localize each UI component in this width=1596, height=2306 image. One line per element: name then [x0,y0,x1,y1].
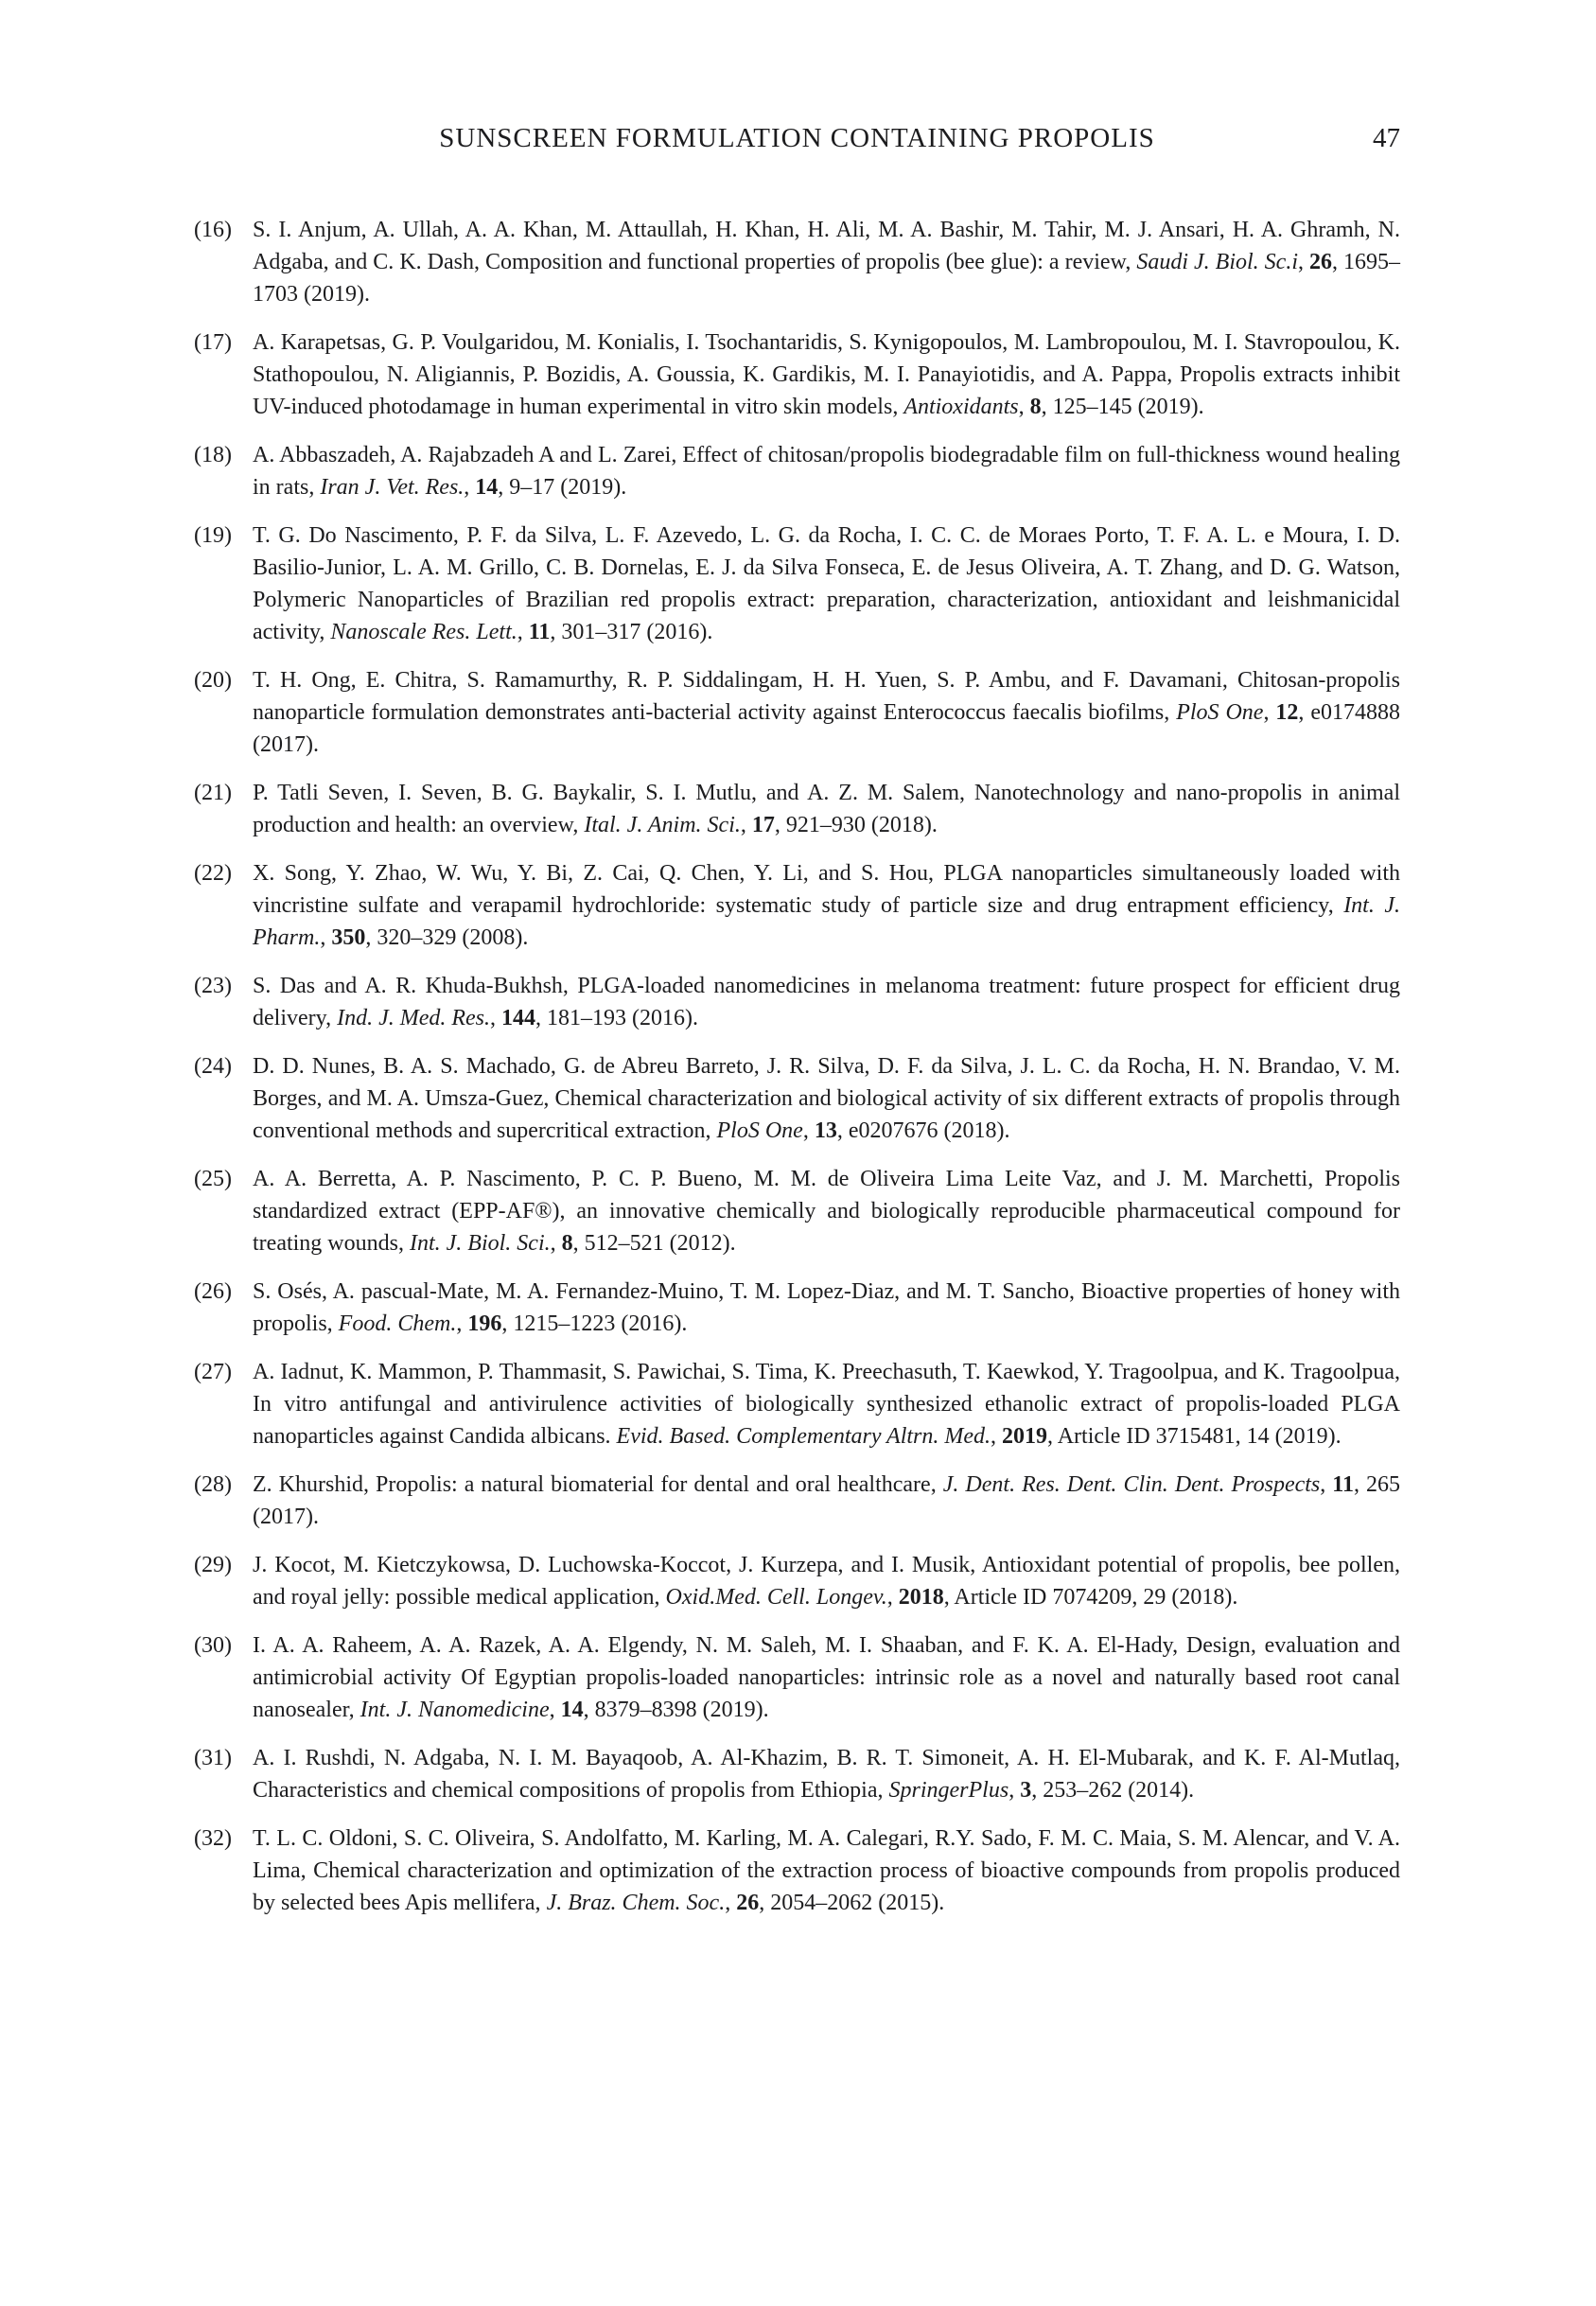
reference-item [194,1469,1400,1533]
reference-item [194,777,1400,841]
reference-item [194,1629,1400,1726]
reference-segment: Food. Chem. [338,1311,457,1336]
reference-item [194,857,1400,954]
reference-segment: , [549,1698,561,1722]
reference-segment: Ital. J. Anim. Sci. [584,813,741,837]
reference-segment: , 9–17 (2019). [498,475,627,500]
reference-item [194,970,1400,1034]
reference-text [253,1629,1400,1726]
reference-segment: 8 [1029,395,1042,419]
reference-segment: S. Osés, A. pascual-Mate, M. A. Fernandez-Muino, T. M. Lopez-Diaz, and M. T. Sancho, Bioactive properties of honey with propolis, [253,1279,1400,1336]
reference-segment: , [490,1006,502,1030]
reference-number: (21) [194,781,232,805]
reference-segment: , [550,1231,562,1256]
reference-segment: I. A. A. Raheem, A. A. Razek, A. A. Elgendy, N. M. Saleh, M. I. Shaaban, and F. K. A. El-Hady, Design, evaluation and antimicrobial activity Of Egyptian propolis-loaded nanoparticles: intrinsic role as a novel and naturally based root canal nanosealer, [253,1633,1400,1722]
reference-segment: , [1263,700,1276,725]
reference-segment: T. G. Do Nascimento, P. F. da Silva, L. F. Azevedo, L. G. da Rocha, I. C. C. de Moraes Porto, T. F. A. L. e Moura, I. D. Basilio-Junior, L. A. M. Grillo, C. B. Dornelas, E. J. da Silva Fonseca, E. de Jesus Oliveira, A. T. Zhang, and D. G. Watson, Polymeric Nanoparticles of Brazilian red propolis extract: preparation, characterization, antioxidant and leishmanicidal activity, [253,523,1400,644]
reference-item [194,1276,1400,1340]
reference-segment: 11 [1332,1472,1354,1497]
reference-number: (25) [194,1167,232,1191]
reference-number: (24) [194,1054,232,1079]
page-header [194,121,1400,155]
reference-number: (29) [194,1553,232,1577]
reference-text [253,1163,1400,1259]
reference-segment: , [1008,1778,1021,1803]
reference-number: (32) [194,1826,232,1851]
reference-item [194,214,1400,310]
reference-segment: Saudi J. Biol. Sc.i [1136,250,1298,274]
reference-segment: 11 [528,620,551,644]
reference-item [194,1549,1400,1613]
reference-segment: Int. J. Biol. Sci. [409,1231,551,1256]
reference-segment: , 181–193 (2016). [535,1006,699,1030]
reference-text [253,1469,1400,1533]
reference-segment: T. L. C. Oldoni, S. C. Oliveira, S. Andolfatto, M. Karling, M. A. Calegari, R.Y. Sado, F. M. C. Maia, S. M. Alencar, and V. A. Lima, Chemical characterization and optimization of the extraction process of bioactive compounds from propolis produced by selected bees Apis mellifera, [253,1826,1400,1915]
reference-segment: , 320–329 (2008). [365,925,529,950]
reference-segment: , 512–521 (2012). [572,1231,736,1256]
reference-segment: SpringerPlus [888,1778,1009,1803]
reference-segment: A. A. Berretta, A. P. Nascimento, P. C. P. Bueno, M. M. de Oliveira Lima Leite Vaz, and J. M. Marchetti, Propolis standardized extract (EPP-AF®), an innovative chemically and biologically reproducible pharmaceutical compound for treating wounds, [253,1167,1400,1256]
reference-segment: 14 [475,475,499,500]
reference-segment: , 921–930 (2018). [774,813,938,837]
reference-segment: , [1018,395,1030,419]
reference-segment: A. Abbaszadeh, A. Rajabzadeh A and L. Zarei, Effect of chitosan/propolis biodegradable film on full-thickness wound healing in rats, [253,443,1400,500]
reference-text [253,664,1400,761]
reference-segment: PloS One [716,1118,803,1143]
reference-segment: A. I. Rushdi, N. Adgaba, N. I. M. Bayaqoob, A. Al-Khazim, B. R. T. Simoneit, A. H. El-Mubarak, and K. F. Al-Mutlaq, Characteristics and chemical compositions of propolis from Ethiopia, [253,1746,1400,1803]
reference-text [253,326,1400,423]
reference-number: (30) [194,1633,232,1658]
reference-segment: , [740,813,752,837]
reference-segment: 196 [467,1311,502,1336]
reference-segment: J. Kocot, M. Kietczykowsa, D. Luchowska-Koccot, J. Kurzepa, and I. Musik, Antioxidant potential of propolis, bee pollen, and royal jelly: possible medical application, [253,1553,1400,1610]
reference-segment: , [802,1118,815,1143]
reference-segment: PloS One [1176,700,1264,725]
reference-number: (20) [194,668,232,693]
reference-segment: Iran J. Vet. Res. [320,475,465,500]
reference-item [194,1050,1400,1147]
reference-segment: 26 [736,1891,760,1915]
reference-item [194,519,1400,648]
reference-item [194,1163,1400,1259]
reference-segment: , Article ID 7074209, 29 (2018). [943,1585,1238,1610]
reference-segment: S. Das and A. R. Khuda-Bukhsh, PLGA-loaded nanomedicines in melanoma treatment: future prospect for efficient drug delivery, [253,974,1400,1030]
reference-segment: Z. Khurshid, Propolis: a natural biomaterial for dental and oral healthcare, [253,1472,943,1497]
reference-number: (26) [194,1279,232,1304]
reference-segment: , [464,475,476,500]
reference-text [253,439,1400,503]
reference-segment: 8 [561,1231,573,1256]
reference-segment: 17 [751,813,775,837]
reference-segment: X. Song, Y. Zhao, W. Wu, Y. Bi, Z. Cai, Q. Chen, Y. Li, and S. Hou, PLGA nanoparticles simultaneously loaded with vincristine sulfate and verapamil hydrochloride: systematic study of particle size and drug entrapment efficiency, [253,861,1400,918]
reference-text [253,1549,1400,1613]
reference-segment: , 265 (2017). [253,1472,1401,1529]
reference-text [253,970,1400,1034]
reference-text [253,1050,1400,1147]
reference-segment: Oxid.Med. Cell. Longev. [665,1585,887,1610]
reference-segment: , 2054–2062 (2015). [759,1891,945,1915]
reference-text [253,857,1400,954]
reference-segment: , [725,1891,737,1915]
reference-segment: T. H. Ong, E. Chitra, S. Ramamurthy, R. P. Siddalingam, H. H. Yuen, S. P. Ambu, and F. Davamani, Chitosan-propolis nanoparticle formulation demonstrates anti-bacterial activity against Enterococcus faecalis biofilms, [253,668,1400,725]
reference-segment: A. Karapetsas, G. P. Voulgaridou, M. Konialis, I. Tsochantaridis, S. Kynigopoulos, M. Lambropoulou, M. I. Stavropoulou, K. Stathopoulou, N. Aligiannis, P. Bozidis, A. Goussia, K. Gardikis, M. I. Panayiotidis, and A. Pappa, Propolis extracts inhibit UV-induced photodamage in human experimental in vitro skin models, [253,330,1400,419]
reference-item [194,439,1400,503]
reference-segment: Int. J. Nanomedicine [360,1698,550,1722]
reference-segment: , [517,620,529,644]
reference-segment: S. I. Anjum, A. Ullah, A. A. Khan, M. Attaullah, H. Khan, H. Ali, M. A. Bashir, M. Tahir, M. J. Ansari, H. A. Ghramh, N. Adgaba, and C. K. Dash, Composition and functional properties of propolis (bee glue): a review, [253,218,1400,274]
reference-segment: , [886,1585,899,1610]
reference-segment: , 1215–1223 (2016). [501,1311,688,1336]
reference-segment: 2019 [1002,1424,1048,1449]
reference-segment: , 301–317 (2016). [550,620,713,644]
reference-number: (19) [194,523,232,548]
reference-number: (22) [194,861,232,886]
reference-segment: 26 [1309,250,1333,274]
reference-number: (28) [194,1472,232,1497]
reference-item [194,326,1400,423]
reference-text [253,214,1400,310]
reference-segment: Ind. J. Med. Res. [337,1006,491,1030]
reference-text [253,1356,1400,1452]
reference-segment: , 125–145 (2019). [1041,395,1204,419]
reference-segment: Evid. Based. Complementary Altrn. Med. [616,1424,991,1449]
reference-segment: , 8379–8398 (2019). [583,1698,769,1722]
reference-text [253,519,1400,648]
reference-item [194,1822,1400,1919]
reference-number: (23) [194,974,232,998]
reference-segment: 3 [1020,1778,1032,1803]
reference-item [194,664,1400,761]
reference-segment: , e0174888 (2017). [253,700,1401,757]
page-number: 47 [1373,123,1400,153]
reference-number: (17) [194,330,232,355]
reference-segment: A. Iadnut, K. Mammon, P. Thammasit, S. Pawichai, S. Tima, K. Preechasuth, T. Kaewkod, Y. Tragoolpua, and K. Tragoolpua, In vitro antifungal and antivirulence activities of biologically synthesized ethanolic extract of propolis-loaded PLGA nanoparticles against Candida albicans. [253,1360,1400,1449]
reference-segment: , e0207676 (2018). [836,1118,1010,1143]
reference-text [253,1822,1400,1919]
reference-number: (31) [194,1746,232,1770]
reference-segment: 12 [1275,700,1299,725]
reference-text [253,1742,1400,1806]
reference-segment: 2018 [898,1585,944,1610]
reference-segment: J. Braz. Chem. Soc. [546,1891,726,1915]
reference-number: (18) [194,443,232,467]
reference-number: (16) [194,218,232,242]
reference-segment: P. Tatli Seven, I. Seven, B. G. Baykalir, S. I. Mutlu, and A. Z. M. Salem, Nanotechnology and nano-propolis in animal production and health: an overview, [253,781,1400,837]
reference-segment: 13 [814,1118,837,1143]
reference-segment: , Article ID 3715481, 14 (2019). [1047,1424,1342,1449]
reference-text [253,1276,1400,1340]
reference-segment: Int. J. Pharm. [253,893,1400,950]
reference-segment: 14 [560,1698,584,1722]
reference-segment: J. Dent. Res. Dent. Clin. Dent. Prospects [942,1472,1321,1497]
reference-segment: D. D. Nunes, B. A. S. Machado, G. de Abreu Barreto, J. R. Silva, D. F. da Silva, J. L. C. da Rocha, H. N. Brandao, V. M. Borges, and M. A. Umsza-Guez, Chemical characterization and biological activity of six different extracts of propolis through conventional methods and supercritical extraction, [253,1054,1400,1143]
reference-list [194,214,1400,1919]
reference-number: (27) [194,1360,232,1384]
reference-segment: , 253–262 (2014). [1031,1778,1195,1803]
reference-segment: , [320,925,332,950]
reference-segment: Nanoscale Res. Lett. [330,620,517,644]
reference-segment: , [456,1311,468,1336]
reference-segment: , [991,1424,1003,1449]
reference-segment: Antioxidants [903,395,1019,419]
running-title: SUNSCREEN FORMULATION CONTAINING PROPOLIS [439,123,1155,153]
reference-segment: 350 [331,925,366,950]
reference-segment: 144 [501,1006,536,1030]
reference-text [253,777,1400,841]
reference-segment: , 1695–1703 (2019). [253,250,1401,307]
reference-item [194,1356,1400,1452]
reference-segment: , [1320,1472,1333,1497]
reference-segment: , [1298,250,1310,274]
reference-item [194,1742,1400,1806]
